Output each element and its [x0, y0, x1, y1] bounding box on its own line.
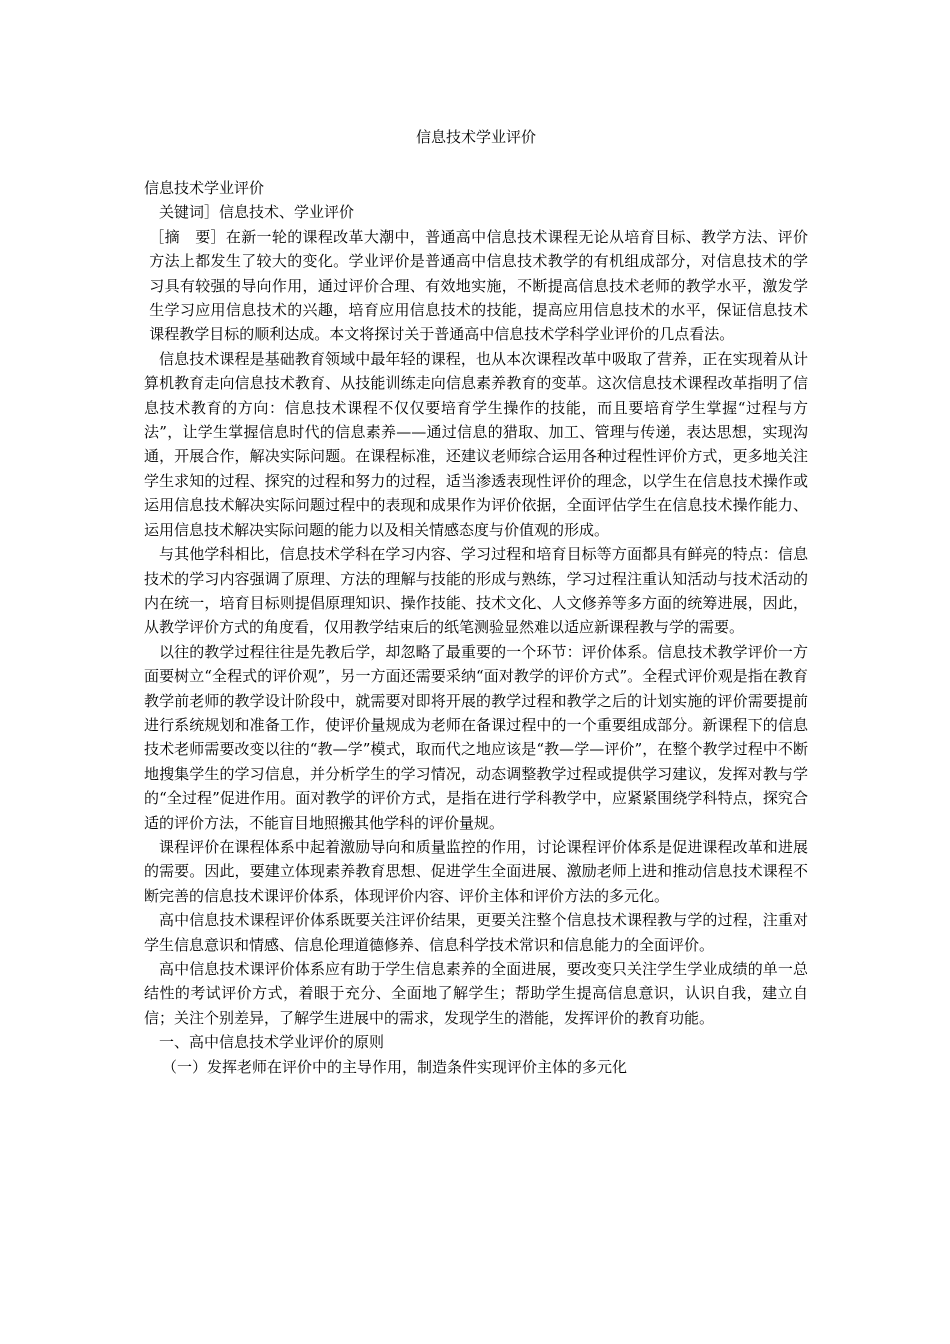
subsection-heading: （一）发挥老师在评价中的主导作用，制造条件实现评价主体的多元化: [162, 1057, 628, 1076]
body-paragraph: 高中信息技术课程评价体系既要关注评价结果，更要关注整个信息技术课程教与学的过程，注重对学生信息意识和情感、信息伦理道德修养、信息科学技术常识和信息能力的全面评价。: [144, 911, 808, 954]
document-title: 信息技术学业评价: [415, 128, 536, 146]
keywords-line: 关键词］信息技术、学业评价: [159, 203, 355, 222]
body-paragraph: 课程评价在课程体系中起着激励导向和质量监控的作用，讨论课程评价体系是促进课程改革和进展的需要。因此，要建立体现素养教育思想、促进学生全面进展、激励老师上进和推动信息技术课程不断完善的信息技术课评价体系，体现评价内容、评价主体和评价方法的多元化。: [144, 837, 808, 905]
abstract-paragraph: ［摘 要］在新一轮的课程改革大潮中，普通高中信息技术课程无论从培育目标、教学方法、评价方法上都发生了较大的变化。学业评价是普通高中信息技术教学的有机组成部分，对信息技术的学习具有较强的导向作用，通过评价合理、有效地实施，不断提高信息技术老师的教学水平，激发学生学习应用信息技术的兴趣，培育应用信息技术的技能，提高应用信息技术的水平，保证信息技术课程教学目标的顺利达成。本文将探讨关于普通高中信息技术学科学业评价的几点看法。: [149, 227, 808, 344]
section-heading: 一、高中信息技术学业评价的原则: [159, 1033, 385, 1052]
body-paragraph: 信息技术课程是基础教育领域中最年轻的课程，也从本次课程改革中吸取了营养，正在实现着从计算机教育走向信息技术教育、从技能训练走向信息素养教育的变革。这次信息技术课程改革指明了信息技术教育的方向：信息技术课程不仅仅要培育学生操作的技能，而且要培育学生掌握“过程与方法”，让学生掌握信息时代的信息素养——通过信息的猎取、加工、管理与传递，表达思想，实现沟通，开展合作，解决实际问题。在课程标准，还建议老师综合运用各种过程性评价方式，更多地关注学生求知的过程、探究的过程和努力的过程，适当渗透表现性评价的理念，以学生在信息技术操作或运用信息技术解决实际问题过程中的表现和成果作为评价依据，全面评估学生在信息技术操作能力、运用信息技术解决实际问题的能力以及相关情感态度与价值观的形成。: [144, 349, 808, 539]
body-paragraph: 以往的教学过程往往是先教后学，却忽略了最重要的一个环节：评价体系。信息技术教学评价一方面要树立“全程式的评价观”，另一方面还需要采纳“面对教学的评价方式”。全程式评价观是指在教育教学前老师的教学设计阶段中，就需要对即将开展的教学过程和教学之后的计划实施的评价需要提前进行系统规划和准备工作，使评价量规成为老师在备课过程中的一个重要组成部分。新课程下的信息技术老师需要改变以往的“教—学”模式，取而代之地应该是“教—学—评价”，在整个教学过程中不断地搜集学生的学习信息，并分析学生的学习情况，动态调整教学过程或提供学习建议，发挥对教与学的“全过程”促进作用。面对教学的评价方式，是指在进行学科教学中，应紧紧围绕学科特点，探究合适的评价方法，不能盲目地照搬其他学科的评价量规。: [144, 642, 808, 832]
body-paragraph: 高中信息技术课评价体系应有助于学生信息素养的全面进展，要改变只关注学生学业成绩的单一总结性的考试评价方式，着眼于充分、全面地了解学生；帮助学生提高信息意识，认识自我，建立自信；关注个别差异，了解学生进展中的需求，发现学生的潜能，发挥评价的教育功能。: [144, 960, 808, 1027]
subtitle: 信息技术学业评价: [144, 179, 265, 197]
body-paragraph: 与其他学科相比，信息技术学科在学习内容、学习过程和培育目标等方面都具有鲜亮的特点：信息技术的学习内容强调了原理、方法的理解与技能的形成与熟练，学习过程注重认知活动与技术活动的内在统一，培育目标则提倡原理知识、操作技能、技术文化、人文修养等多方面的统筹进展，因此，从教学评价方式的角度看，仅用教学结束后的纸笔测验显然难以适应新课程教与学的需要。: [144, 545, 808, 637]
document-body: [144, 176, 808, 1079]
